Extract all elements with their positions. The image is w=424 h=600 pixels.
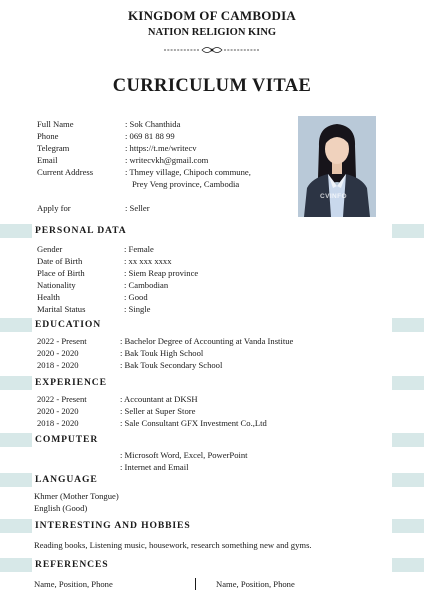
section-heading-references: REFERENCES: [32, 558, 392, 572]
education-period: 2020 - 2020: [37, 348, 79, 358]
gender-value: : Female: [124, 244, 154, 254]
email-label: Email: [37, 155, 58, 165]
apply-for-label: Apply for: [37, 203, 71, 213]
health-value: : Good: [124, 292, 148, 302]
education-item: : Bachelor Degree of Accounting at Vanda Institue: [120, 336, 294, 346]
birthplace-value: : Siem Reap province: [124, 268, 199, 278]
education-item: : Bak Touk High School: [120, 348, 204, 358]
apply-for-value: : Seller: [125, 203, 150, 213]
kingdom-heading: KINGDOM OF CAMBODIA: [128, 8, 296, 23]
experience-period: 2020 - 2020: [37, 406, 79, 416]
experience-item: : Sale Consultant GFX Investment Co.,Ltd: [120, 418, 267, 428]
section-heading-hobbies: INTERESTING AND HOBBIES: [32, 519, 392, 533]
reference-item: Name, Position, Phone: [216, 579, 295, 589]
profile-photo: [298, 116, 376, 217]
full-name-value: : Sok Chanthida: [125, 119, 181, 129]
experience-item: : Accountant at DKSH: [120, 394, 198, 404]
experience-period: 2018 - 2020: [37, 418, 79, 428]
phone-value: : 069 81 88 99: [125, 131, 175, 141]
education-item: : Bak Touk Secondary School: [120, 360, 223, 370]
marital-status-label: Marital Status: [37, 304, 86, 314]
email-link[interactable]: : writecvkh@gmail.com: [125, 155, 209, 165]
birthplace-label: Place of Birth: [37, 268, 85, 278]
marital-status-value: : Single: [124, 304, 151, 314]
health-label: Health: [37, 292, 60, 302]
ornament-divider-icon: [162, 45, 262, 55]
page-title: CURRICULUM VITAE: [112, 76, 312, 96]
reference-item: Name, Position, Phone: [34, 579, 113, 589]
section-heading-language: LANGUAGE: [32, 473, 392, 487]
section-heading-personal: PERSONAL DATA: [32, 224, 392, 238]
section-heading-computer: COMPUTER: [32, 433, 392, 447]
hobbies-text: Reading books, Listening music, housework, research something new and gyms.: [34, 540, 312, 550]
gender-label: Gender: [37, 244, 63, 254]
experience-period: 2022 - Present: [37, 394, 87, 404]
education-period: 2022 - Present: [37, 336, 87, 346]
computer-skill: : Microsoft Word, Excel, PowerPoint: [120, 450, 248, 460]
section-heading-education: EDUCATION: [32, 318, 392, 332]
nationality-label: Nationality: [37, 280, 76, 290]
nationality-value: : Cambodian: [124, 280, 169, 290]
dob-label: Date of Birth: [37, 256, 83, 266]
address-label: Current Address: [37, 167, 94, 177]
telegram-link[interactable]: : https://t.me/writecv: [125, 143, 197, 153]
photo-watermark: CVINFO: [320, 193, 347, 200]
telegram-label: Telegram: [37, 143, 70, 153]
phone-label: Phone: [37, 131, 59, 141]
language-item: English (Good): [34, 503, 88, 513]
section-heading-experience: EXPERIENCE: [32, 376, 392, 390]
address-value-line1: : Thmey village, Chipoch commune,: [125, 167, 251, 177]
address-value-line2: Prey Veng province, Cambodia: [132, 179, 240, 189]
experience-item: : Seller at Super Store: [120, 406, 196, 416]
nation-motto: NATION RELIGION KING: [147, 27, 277, 38]
language-item: Khmer (Mother Tongue): [34, 491, 119, 501]
education-period: 2018 - 2020: [37, 360, 79, 370]
computer-skill: : Internet and Email: [120, 462, 189, 472]
reference-divider: [195, 578, 196, 590]
dob-value: : xx xxx xxxx: [124, 256, 172, 266]
full-name-label: Full Name: [37, 119, 74, 129]
